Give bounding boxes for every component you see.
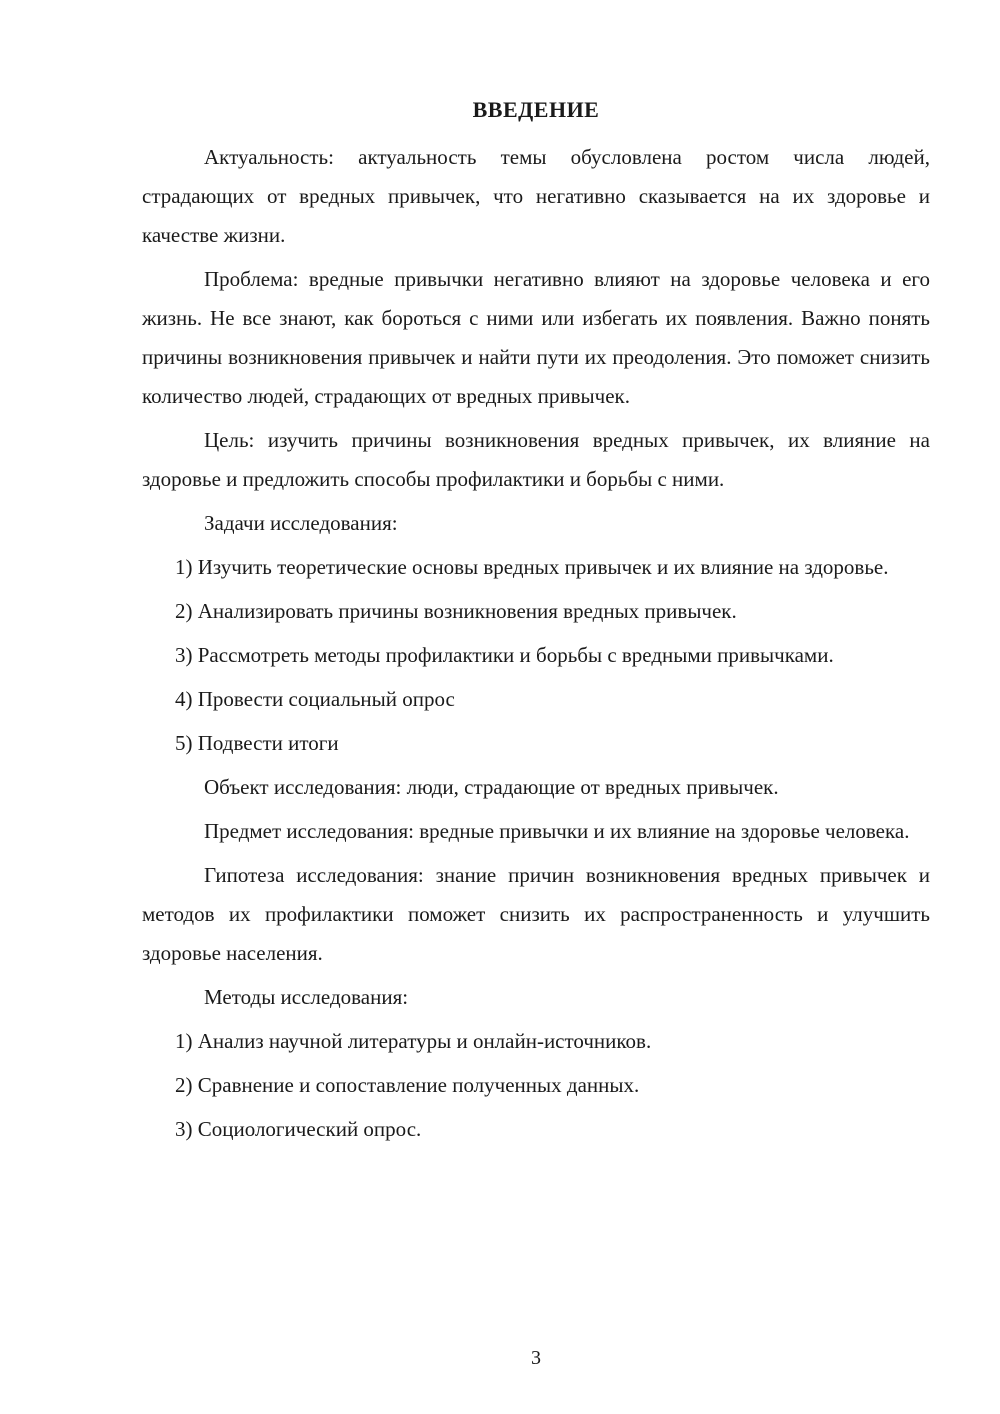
page-footer — [142, 1346, 930, 1370]
list-item: 3) Социологический опрос. — [175, 1117, 422, 1141]
list-item: 2) Сравнение и сопоставление полученных данных. — [175, 1073, 640, 1097]
list-item: 4) Провести социальный опрос — [175, 687, 455, 711]
list-item: 1) Анализ научной литературы и онлайн-источников. — [175, 1029, 652, 1053]
paragraph: Методы исследования: — [204, 985, 409, 1009]
paragraph: Гипотеза исследования: знание причин возникновения вредных привычек и методов их профилактики поможет снизить их распространенность и улучшить здоровье населения. — [142, 863, 930, 965]
paragraph: Проблема: вредные привычки негативно влияют на здоровье человека и его жизнь. Не все знают, как бороться с ними или избегать их появления. Важно понять причины возникновения привычек и найти пути их преодоления. Это поможет снизить количество людей, страдающих от вредных привычек. — [142, 267, 930, 408]
paragraph: Объект исследования: люди, страдающие от вредных привычек. — [204, 775, 779, 799]
paragraph: Цель: изучить причины возникновения вредных привычек, их влияние на здоровье и предложить способы профилактики и борьбы с ними. — [142, 428, 930, 491]
list-item: 2) Анализировать причины возникновения вредных привычек. — [175, 599, 737, 623]
list-item: 3) Рассмотреть методы профилактики и борьбы с вредными привычками. — [175, 643, 834, 667]
list-item: 1) Изучить теоретические основы вредных привычек и их влияние на здоровье. — [175, 555, 889, 579]
page-number: 3 — [531, 1347, 541, 1369]
list-item: 5) Подвести итоги — [175, 731, 339, 755]
document-body — [142, 138, 930, 1149]
page-title: ВВЕДЕНИЕ — [472, 97, 600, 122]
paragraph: Предмет исследования: вредные привычки и их влияние на здоровье человека. — [204, 819, 910, 843]
paragraph: Задачи исследования: — [204, 511, 398, 535]
paragraph: Актуальность: актуальность темы обусловлена ростом числа людей, страдающих от вредных привычек, что негативно сказывается на их здоровье и качестве жизни. — [142, 145, 930, 247]
